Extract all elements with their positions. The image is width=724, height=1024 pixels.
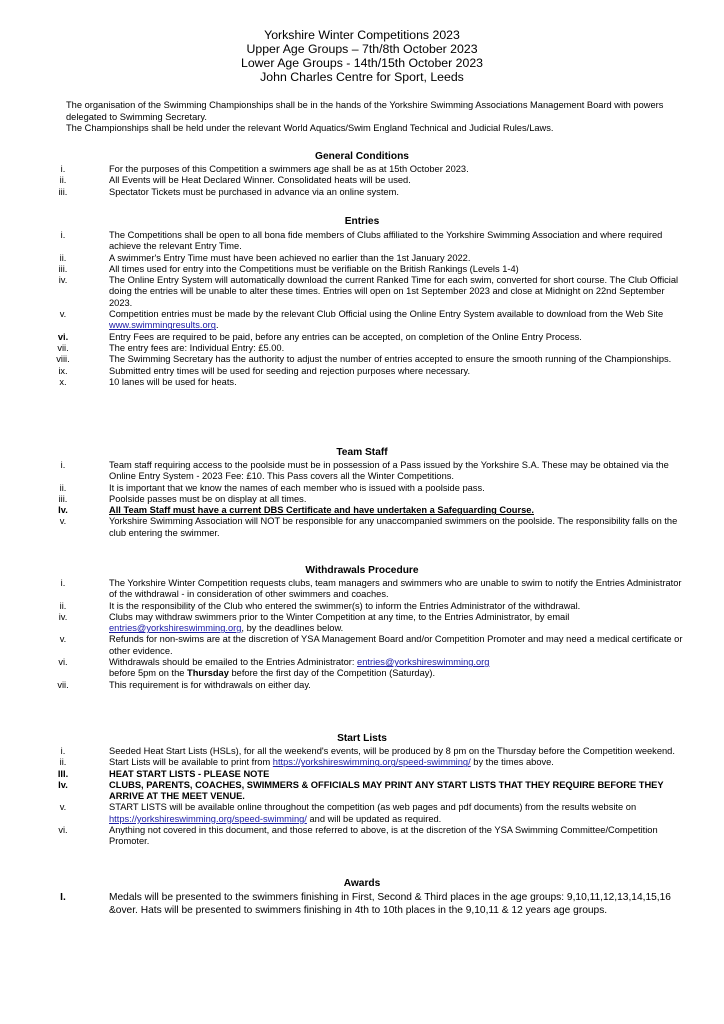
list-number: ix. bbox=[58, 365, 68, 376]
list-number: vi. bbox=[58, 657, 68, 668]
list-number: ii. bbox=[59, 482, 67, 493]
header-venue: John Charles Centre for Sport, Leeds bbox=[260, 70, 464, 84]
list-number: III. bbox=[57, 768, 69, 779]
list-item bbox=[0, 505, 724, 516]
list-text: The Swimming Secretary has the authority to adjust the number of entries accepted to ensure the smooth running of the Championships. bbox=[109, 354, 672, 365]
section-title-entries: Entries bbox=[344, 216, 380, 227]
withdrawals-vi-thursday: Thursday bbox=[187, 668, 229, 679]
list-item bbox=[0, 253, 724, 264]
list-item bbox=[0, 343, 724, 354]
intro-text bbox=[66, 100, 686, 135]
list-number: ii. bbox=[59, 600, 67, 611]
list-number: i. bbox=[60, 578, 66, 588]
list-text: Medals will be presented to the swimmers finishing in First, Second & Third places in the age groups: 9,10,11,12,13,14,15,16 &over. Hats will be presented to swimmers finishing in 4th to 10th places in the 9,10,11 & 12 years age groups. bbox=[109, 892, 671, 916]
list-number: Iv. bbox=[58, 505, 68, 516]
list-number: x. bbox=[59, 376, 67, 387]
list-item bbox=[0, 516, 724, 539]
list-text: The Online Entry System will automatically download the current Ranked Time for each swim, converted for short course. The Club Official doing the entries will be unable to alter these times. Entries will open on 1st September 2023 and close at Midnight on 22nd September 2023. bbox=[109, 275, 679, 308]
list-number: vi. bbox=[57, 331, 69, 342]
list-number: iii. bbox=[58, 493, 68, 504]
team-staff-list bbox=[0, 460, 724, 539]
list-number: ii. bbox=[59, 757, 67, 768]
entries-list bbox=[0, 230, 724, 388]
document-header bbox=[0, 28, 724, 84]
list-text: Poolside passes must be on display at all times. bbox=[109, 493, 307, 504]
list-number: iv. bbox=[58, 275, 68, 286]
list-text: 10 lanes will be used for heats. bbox=[109, 376, 237, 387]
list-number: I. bbox=[60, 892, 66, 903]
speed-swimming-link[interactable]: https://yorkshireswimming.org/speed-swimming/ bbox=[109, 813, 307, 824]
list-item bbox=[0, 366, 724, 377]
list-number: iii. bbox=[58, 263, 68, 274]
list-text: It is the responsibility of the Club who entered the swimmer(s) to inform the Entries Administrator of the withdrawal. bbox=[109, 600, 581, 611]
list-item bbox=[0, 601, 724, 612]
list-number: ii. bbox=[59, 252, 67, 263]
list-text: For the purposes of this Competition a swimmers age shall be as at 15th October 2023. bbox=[109, 164, 469, 174]
general-conditions-list bbox=[0, 164, 724, 198]
header-upper-age-dates: Upper Age Groups – 7th/8th October 2023 bbox=[246, 42, 478, 56]
list-item bbox=[0, 230, 724, 253]
list-item bbox=[0, 680, 724, 691]
start-v-text: START LISTS will be available online throughout the competition (as web pages and pdf documents) from the results website on bbox=[109, 802, 637, 813]
list-number: i. bbox=[60, 230, 66, 240]
withdrawals-iv-text: Clubs may withdraw swimmers prior to the Winter Competition at any time, to the Entries Administrator, by email bbox=[109, 611, 570, 622]
list-text: Spectator Tickets must be purchased in advance via an online system. bbox=[109, 186, 399, 197]
list-text: The Competitions shall be open to all bona fide members of Clubs affiliated to the Yorkshire Swimming Association and where required achieve the relevant Entry Time. bbox=[109, 230, 663, 252]
section-title-awards: Awards bbox=[343, 878, 381, 889]
entries-email-link[interactable]: entries@yorkshireswimming.org bbox=[357, 657, 490, 668]
list-item bbox=[0, 892, 724, 917]
list-number: v. bbox=[59, 309, 67, 320]
intro-paragraph-organisation: The organisation of the Swimming Championships shall be in the hands of the Yorkshire Swimming Associations Management Board with powers delegated to Swimming Secretary. bbox=[66, 100, 664, 122]
list-number: ii. bbox=[59, 175, 67, 186]
intro-paragraph-rules: The Championships shall be held under the relevant World Aquatics/Swim England Technical and Judicial Rules/Laws. bbox=[66, 123, 554, 133]
list-item bbox=[0, 164, 724, 175]
section-title-team-staff: Team Staff bbox=[336, 447, 388, 458]
list-item bbox=[0, 354, 724, 365]
start-v-end: and will be updated as required. bbox=[306, 813, 442, 824]
section-title-general-conditions: General Conditions bbox=[315, 151, 409, 162]
list-text: CLUBS, PARENTS, COACHES, SWIMMERS & OFFICIALS MAY PRINT ANY START LISTS THAT THEY REQUIRE BEFORE THEY ARRIVE AT THE MEET VENUE. bbox=[109, 779, 664, 802]
list-number: viii. bbox=[56, 354, 70, 365]
list-text: All Team Staff must have a current DBS Certificate and have undertaken a Safeguarding Course. bbox=[109, 505, 535, 516]
list-text: Seeded Heat Start Lists (HSLs), for all the weekend's events, will be produced by 8 pm on the Thursday before the Competition weekend. bbox=[109, 746, 675, 756]
list-number: iv. bbox=[58, 611, 68, 622]
list-item bbox=[0, 578, 724, 601]
list-number: vi. bbox=[58, 825, 68, 836]
list-text: Refunds for non-swims are at the discretion of YSA Management Board and/or Competition Promoter and may need a medical certificate or other evidence. bbox=[109, 634, 683, 656]
list-text: Team staff requiring access to the poolside must be in possession of a Pass issued by the Yorkshire S.A. These may be obtained via the Online Entry System - 2023 Fee: £10. This Pass covers all the Winter Competitions. bbox=[109, 460, 669, 482]
list-item bbox=[0, 377, 724, 388]
header-lower-age-dates: Lower Age Groups - 14th/15th October 2023 bbox=[241, 56, 483, 70]
list-text: HEAT START LISTS - PLEASE NOTE bbox=[109, 768, 270, 779]
list-text: Submitted entry times will be used for seeding and rejection purposes where necessary. bbox=[109, 365, 471, 376]
list-text bbox=[109, 802, 683, 825]
entries-email-link[interactable]: entries@yorkshireswimming.org bbox=[109, 623, 242, 634]
list-text: A swimmer's Entry Time must have been achieved no earlier than the 1st January 2022. bbox=[109, 252, 471, 263]
list-item bbox=[0, 746, 724, 757]
swimmingresults-link[interactable]: www.swimmingresults.org bbox=[109, 320, 216, 331]
list-number: vii. bbox=[57, 342, 69, 353]
list-number: vii. bbox=[57, 679, 69, 690]
list-text: Anything not covered in this document, and those referred to above, is at the discretion of the YSA Swimming Committee/Competition Promoter. bbox=[109, 825, 658, 847]
list-item bbox=[0, 264, 724, 275]
list-text bbox=[109, 612, 683, 635]
list-text: It is important that we know the names of each member who is issued with a poolside pass. bbox=[109, 482, 485, 493]
list-text: The Yorkshire Winter Competition requests clubs, team managers and swimmers who are unable to swim to notify the Entries Administrator of the withdrawal - in consideration of other swimmers and coaches. bbox=[109, 578, 682, 600]
list-item bbox=[0, 494, 724, 505]
list-item bbox=[0, 757, 724, 768]
list-number: iii. bbox=[58, 186, 68, 197]
list-number: v. bbox=[59, 516, 67, 527]
list-text bbox=[109, 757, 683, 768]
list-text bbox=[109, 309, 683, 332]
entries-v-text: Competition entries must be made by the relevant Club Official using the Online Entry System available to download from the Web Site bbox=[109, 309, 664, 320]
section-title-withdrawals: Withdrawals Procedure bbox=[305, 565, 419, 576]
list-text: The entry fees are: Individual Entry: £5.00. bbox=[109, 342, 285, 353]
withdrawals-vi-line2b: before the first day of the Competition (Saturday). bbox=[228, 668, 436, 679]
withdrawals-vi-line2a: before 5pm on the bbox=[109, 668, 188, 679]
list-number: Iv. bbox=[58, 779, 68, 790]
list-text: All times used for entry into the Competitions must be verifiable on the British Rankings (Levels 1-4) bbox=[109, 263, 519, 274]
start-ii-end: by the times above. bbox=[470, 757, 554, 768]
list-item bbox=[0, 657, 724, 680]
list-item bbox=[0, 612, 724, 635]
list-item bbox=[0, 275, 724, 309]
start-lists-list bbox=[0, 746, 724, 848]
list-item bbox=[0, 309, 724, 332]
header-title: Yorkshire Winter Competitions 2023 bbox=[264, 28, 460, 42]
list-number: v. bbox=[59, 634, 67, 645]
withdrawals-vi-text: Withdrawals should be emailed to the Entries Administrator: bbox=[109, 657, 358, 668]
withdrawals-list bbox=[0, 578, 724, 691]
list-item bbox=[0, 187, 724, 198]
list-item bbox=[0, 332, 724, 343]
list-text: Yorkshire Swimming Association will NOT be responsible for any unaccompanied swimmers on the poolside. The responsibility falls on the club entering the swimmer. bbox=[109, 516, 678, 538]
list-item bbox=[0, 802, 724, 825]
list-item bbox=[0, 483, 724, 494]
list-number: i. bbox=[60, 460, 66, 470]
list-item bbox=[0, 634, 724, 657]
list-text: Entry Fees are required to be paid, before any entries can be accepted, on completion of the Online Entry Process. bbox=[109, 331, 582, 342]
awards-list bbox=[0, 892, 724, 917]
list-number: i. bbox=[60, 164, 66, 174]
entries-v-end: . bbox=[215, 320, 219, 331]
withdrawals-iv-end: , by the deadlines below. bbox=[241, 623, 344, 634]
list-text: This requirement is for withdrawals on either day. bbox=[109, 679, 311, 690]
list-item bbox=[0, 175, 724, 186]
list-text bbox=[109, 657, 683, 680]
speed-swimming-link[interactable]: https://yorkshireswimming.org/speed-swimming/ bbox=[272, 757, 471, 768]
section-title-start-lists: Start Lists bbox=[337, 733, 387, 744]
list-number: i. bbox=[60, 746, 66, 756]
list-item bbox=[0, 780, 724, 803]
list-number: v. bbox=[59, 802, 67, 813]
start-ii-text: Start Lists will be available to print from bbox=[109, 757, 273, 768]
list-text: All Events will be Heat Declared Winner. Consolidated heats will be used. bbox=[109, 175, 411, 186]
list-item bbox=[0, 825, 724, 848]
list-item bbox=[0, 460, 724, 483]
list-item bbox=[0, 769, 724, 780]
